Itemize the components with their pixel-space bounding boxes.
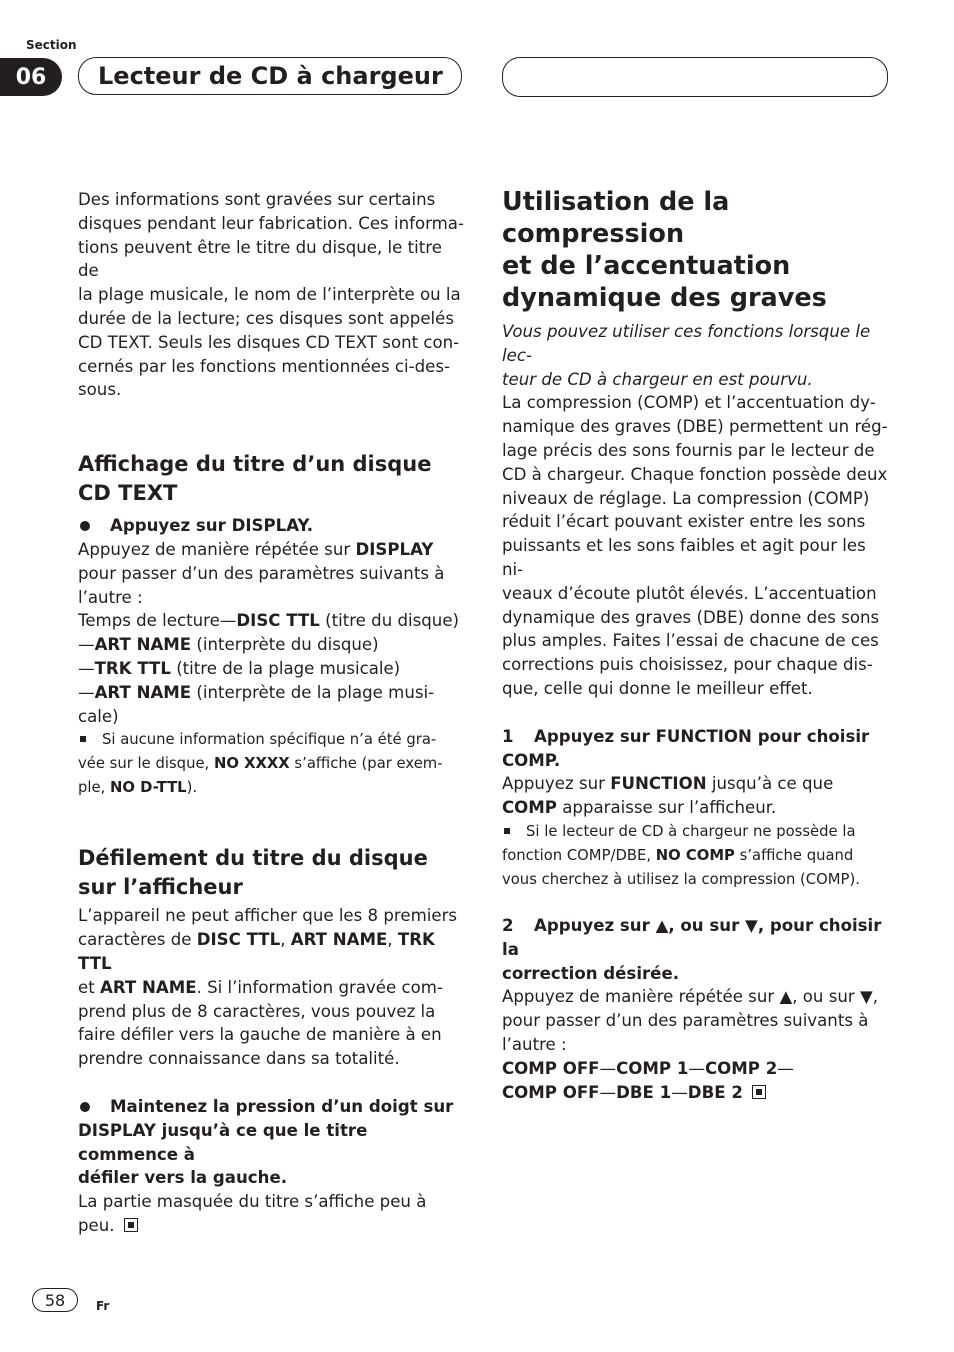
body-line: puissants et les sons faibles et agit pour les ni-	[502, 536, 866, 579]
body-line: plus amples. Faites l’essai de chacune de ces	[502, 631, 879, 651]
scroll-line: L’appareil ne peut afficher que les 8 premiers	[78, 906, 458, 926]
display-option-line: cale)	[78, 706, 119, 726]
updown-line: pour passer d’un des paramètres suivants à	[502, 1011, 869, 1031]
display-option-line: —ART NAME (interprète de la plage musi-	[78, 682, 435, 702]
updown-line: Appuyez de manière répétée sur ▲, ou sur ▼,	[502, 987, 878, 1007]
header-empty-frame	[502, 57, 888, 97]
intro-line: la plage musicale, le nom de l’interprète ou la	[78, 285, 461, 305]
body-line: namique des graves (DBE) permettent un rég-	[502, 417, 888, 437]
end-mark-icon	[752, 1085, 766, 1099]
heading-compression: Utilisation de la compression et de l’accentuation dynamique des graves	[502, 187, 827, 313]
section-label: Section	[26, 38, 77, 52]
updown-line: l’autre :	[502, 1034, 567, 1054]
section-number-badge: 06	[0, 58, 62, 96]
right-column	[502, 186, 890, 1104]
comp-sequence: COMP OFF—DBE 1—DBE 2	[502, 1081, 890, 1105]
scroll-line: et ART NAME. Si l’information gravée com-	[78, 977, 443, 997]
intro-paragraph	[78, 188, 464, 402]
note-square-icon	[504, 828, 510, 834]
intro-line: durée de la lecture; ces disques sont appelés	[78, 308, 454, 328]
display-bullet-step: Appuyez sur DISPLAY.	[78, 514, 464, 538]
scroll-line: faire défiler vers la gauche de manière à en	[78, 1025, 442, 1045]
heading-title-display: Affichage du titre d’un disque CD TEXT	[78, 452, 432, 506]
chapter-title: Lecteur de CD à chargeur	[98, 62, 443, 90]
note-line: vous cherchez à utilisez la compression (COMP).	[502, 870, 860, 888]
body-line: que, celle qui donne le meilleur effet.	[502, 678, 813, 698]
note-line: vée sur le disque, NO XXXX s’affiche (par exem-	[78, 755, 443, 773]
display-line: pour passer d’un des paramètres suivants à	[78, 563, 445, 583]
body-line: corrections puis choisissez, pour chaque dis-	[502, 655, 873, 675]
function-line: COMP apparaisse sur l’afficheur.	[502, 798, 777, 818]
scroll-line: prendre connaissance dans sa totalité.	[78, 1049, 400, 1069]
display-option-line: —ART NAME (interprète du disque)	[78, 635, 379, 655]
intro-line: Des informations sont gravées sur certains	[78, 190, 436, 209]
note-square-icon	[80, 736, 86, 742]
body-line: niveaux de réglage. La compression (COMP)	[502, 488, 870, 508]
note-line: ple, NO D-TTL).	[78, 779, 198, 797]
display-line: Appuyez de manière répétée sur DISPLAY	[78, 539, 434, 559]
scroll-line: caractères de DISC TTL, ART NAME, TRK TTL	[78, 930, 435, 973]
intro-line: cernés par les fonctions mentionnées ci-des-	[78, 356, 451, 376]
display-option-line: —TRK TTL (titre de la plage musicale)	[78, 658, 401, 678]
intro-italic: Vous pouvez utiliser ces fonctions lorsque le lec-	[502, 322, 871, 365]
step-2: correction désirée.	[502, 963, 679, 983]
body-line: dynamique des graves (DBE) donne des sons	[502, 607, 880, 627]
body-line: La compression (COMP) et l’accentuation dy-	[502, 393, 876, 413]
scroll-bullet-step: défiler vers la gauche.	[78, 1168, 288, 1188]
intro-italic: teur de CD à chargeur en est pourvu.	[502, 369, 813, 389]
intro-line: tions peuvent être le titre du disque, le titre de	[78, 237, 442, 281]
intro-line: disques pendant leur fabrication. Ces informa-	[78, 213, 464, 233]
note-line: Si aucune information spécifique n’a été gra-	[78, 728, 464, 752]
function-line: Appuyez sur FUNCTION jusqu’à ce que	[502, 774, 834, 794]
comp-sequence: COMP OFF—COMP 1—COMP 2—	[502, 1058, 794, 1078]
scroll-line: prend plus de 8 caractères, vous pouvez la	[78, 1001, 436, 1021]
end-mark-icon	[124, 1218, 138, 1232]
bullet-icon	[80, 1102, 90, 1112]
page-number: 58	[32, 1288, 78, 1312]
step-1: 1 Appuyez sur FUNCTION pour choisir	[502, 726, 870, 746]
bullet-icon	[80, 521, 90, 531]
intro-line: CD TEXT. Seuls les disques CD TEXT sont con-	[78, 332, 460, 352]
body-line: réduit l’écart pouvant exister entre les sons	[502, 512, 866, 532]
left-column	[78, 188, 464, 1238]
note-line: fonction COMP/DBE, NO COMP s’affiche quand	[502, 846, 854, 864]
step-1: COMP.	[502, 750, 561, 770]
language-code: Fr	[96, 1299, 110, 1313]
display-line: l’autre :	[78, 587, 143, 607]
body-line: CD à chargeur. Chaque fonction possède deux	[502, 464, 888, 484]
body-line: lage précis des sons fournis par le lecteur de	[502, 440, 875, 460]
step-2: 2 Appuyez sur ▲, ou sur ▼, pour choisir la	[502, 915, 882, 959]
scroll-line: peu.	[78, 1214, 464, 1238]
scroll-bullet-step: DISPLAY jusqu’à ce que le titre commence à	[78, 1120, 368, 1164]
display-option-line: Temps de lecture—DISC TTL (titre du disque)	[78, 611, 460, 631]
heading-scroll-title: Défilement du titre du disque sur l’afficheur	[78, 846, 428, 900]
note-line: Si le lecteur de CD à chargeur ne possède la	[502, 820, 890, 844]
intro-line: sous.	[78, 380, 122, 400]
scroll-bullet-step: Maintenez la pression d’un doigt sur	[78, 1095, 464, 1119]
scroll-line: La partie masquée du titre s’affiche peu à	[78, 1192, 427, 1212]
body-line: veaux d’écoute plutôt élevés. L’accentuation	[502, 583, 877, 603]
